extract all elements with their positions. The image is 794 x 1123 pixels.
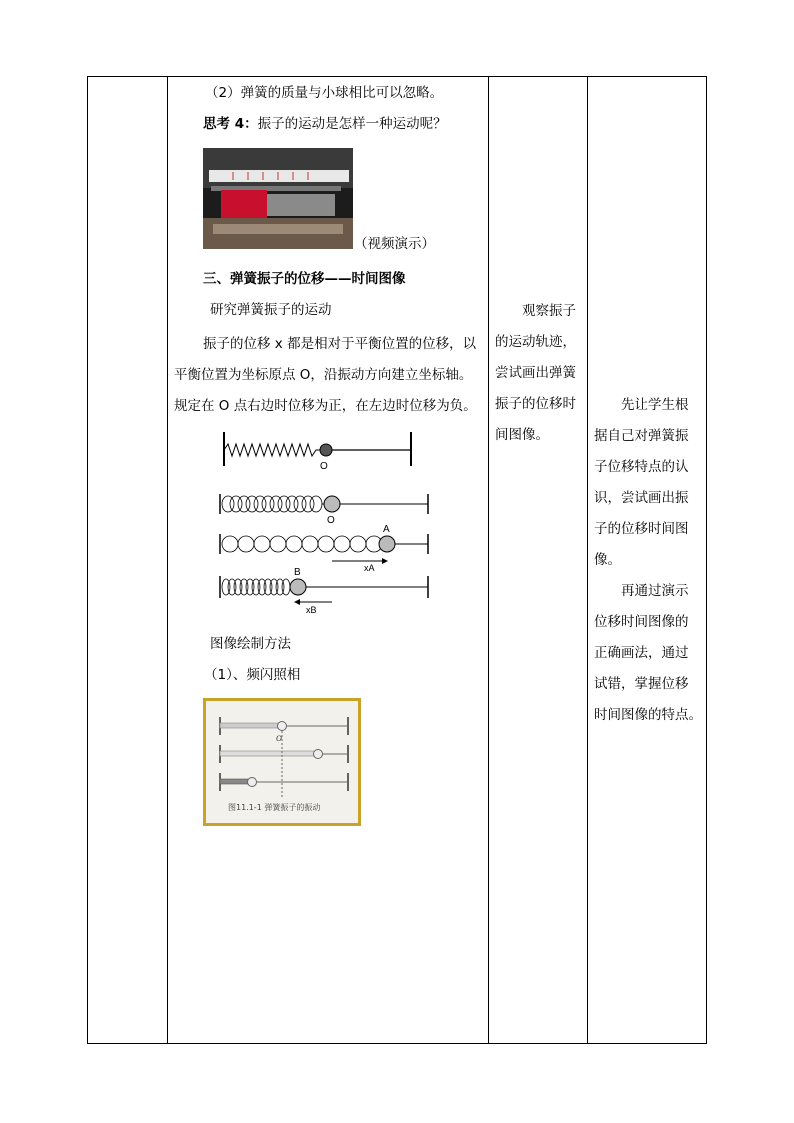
paragraph-line: 规定在 O 点右边时位移为正，在左边时位移为负。	[174, 398, 477, 414]
spring-equilibrium-diagram	[218, 428, 430, 476]
spring-displacement-diagram	[212, 488, 436, 616]
think-4-text: 振子的运动是怎样一种运动呢？	[257, 116, 447, 132]
paragraph-line: 振子的位移 x 都是相对于平衡位置的位移，以	[203, 336, 477, 352]
intent-line: 先让学生根	[621, 397, 689, 413]
label-o: O	[327, 515, 335, 526]
think-4-label: 思考 4：	[203, 116, 258, 132]
intent-line: 位移时间图像的	[594, 614, 689, 630]
flash-photo-drawing	[206, 701, 358, 823]
intent-line: 子的位移时间图	[594, 521, 689, 537]
video-caption: （视频演示）	[354, 236, 435, 252]
study-text: 研究弹簧振子的运动	[210, 302, 332, 318]
intent-line: 试错，掌握位移	[594, 676, 689, 692]
label-xa: xA	[364, 563, 375, 573]
label-o: O	[320, 461, 328, 472]
column-divider	[167, 77, 168, 1043]
student-line: 的运动轨迹，	[495, 334, 576, 350]
section-3-title: 三、弹簧振子的位移——时间图像	[203, 271, 406, 287]
student-line: 振子的位移时	[495, 396, 576, 412]
design-intent-column	[594, 390, 704, 731]
flash-photo-figure	[203, 698, 361, 826]
intent-line: 像。	[594, 552, 621, 568]
drawing-method-heading: 图像绘制方法	[210, 636, 291, 652]
photo-caption: 图11.1-1 弹簧振子的振动	[228, 803, 321, 812]
flash-photo-heading: （1）、频闪照相	[204, 667, 301, 683]
column-divider	[587, 77, 588, 1043]
label-b: B	[294, 567, 301, 578]
intent-line: 据自己对弹簧振	[594, 428, 689, 444]
student-activity-column	[495, 296, 587, 451]
student-line: 间图像。	[495, 427, 549, 443]
intent-line: 时间图像的特点。	[594, 707, 702, 723]
column-divider	[488, 77, 489, 1043]
student-line: 尝试画出弹簧	[495, 365, 576, 381]
photo-label-o: O	[276, 734, 282, 743]
paragraph-line: 平衡位置为坐标原点 O，沿振动方向建立坐标轴。	[174, 367, 473, 383]
label-a: A	[383, 524, 390, 535]
video-still-image[interactable]	[203, 148, 353, 249]
intent-line: 识，尝试画出振	[594, 490, 689, 506]
label-xb: xB	[306, 605, 317, 615]
think-4	[203, 116, 447, 132]
item-2-text: （2）弹簧的质量与小球相比可以忽略。	[205, 85, 444, 101]
student-line: 观察振子	[522, 303, 576, 319]
intent-line: 子位移特点的认	[594, 459, 689, 475]
intent-line: 再通过演示	[621, 583, 689, 599]
intent-line: 正确画法，通过	[594, 645, 689, 661]
